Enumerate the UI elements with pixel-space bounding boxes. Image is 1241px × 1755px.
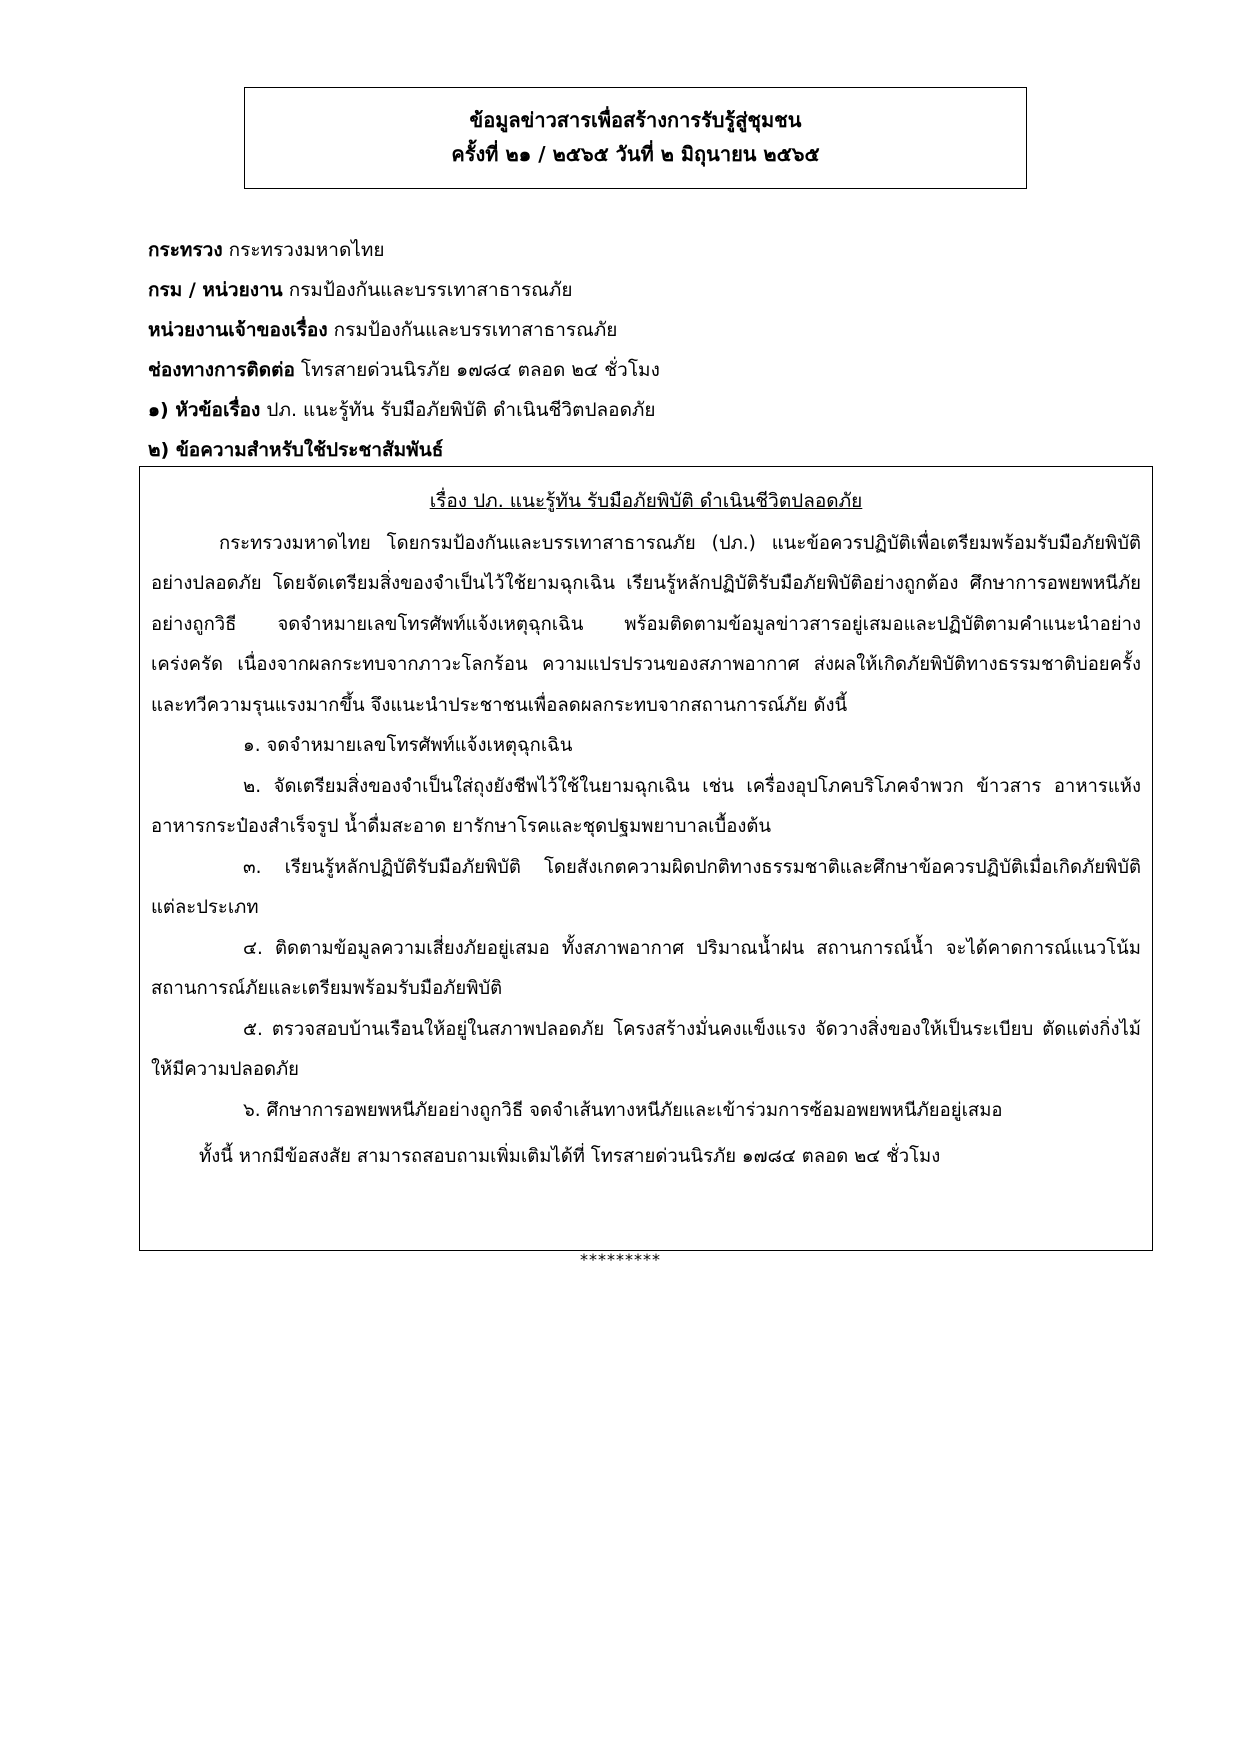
contact-row [148, 350, 1108, 390]
topic-value: ปภ. แนะรู้ทัน รับมือภัยพิบัติ ดำเนินชีวิตปลอดภัย [266, 399, 656, 421]
title-box [244, 87, 1027, 189]
list-item: ๒. จัดเตรียมสิ่งของจำเป็นใส่ถุงยังชีพไว้ใช้ในยามฉุกเฉิน เช่น เครื่องอุปโภคบริโภคจำพวก ข้าวสาร อาหารแห้ง อาหารกระป๋องสำเร็จรูป น้ำดื่มสะอาด ยารักษาโรคและชุดปฐมพยาบาลเบื้องต้น [151, 775, 1141, 837]
intro-paragraph: กระทรวงมหาดไทย โดยกรมป้องกันและบรรเทาสาธารณภัย (ปภ.) แนะข้อควรปฏิบัติเพื่อเตรียมพร้อมรับมือภัยพิบัติอย่างปลอดภัย โดยจัดเตรียมสิ่งของจำเป็นไว้ใช้ยามฉุกเฉิน เรียนรู้หลักปฏิบัติรับมือภัยพิบัติอย่างถูกต้อง ศึกษาการอพยพหนีภัยอย่างถูกวิธี จดจำหมายเลขโทรศัพท์แจ้งเหตุฉุกเฉิน พร้อมติดตามข้อมูลข่าวสารอยู่เสมอและปฏิบัติตามคำแนะนำอย่างเคร่งครัด เนื่องจากผลกระทบจากภาวะโลกร้อน ความแปรปรวนของสภาพอากาศ ส่งผลให้เกิดภัยพิบัติทางธรรมชาติบ่อยครั้งและทวีความรุนแรงมากขึ้น จึงแนะนำประชาชนเพื่อลดผลกระทบจากสถานการณ์ภัย ดังนี้ [151, 532, 1141, 716]
ministry-label: กระทรวง [148, 239, 223, 261]
list-item: ๖. ศึกษาการอพยพหนีภัยอย่างถูกวิธี จดจำเส้นทางหนีภัยและเข้าร่วมการซ้อมอพยพหนีภัยอยู่เสมอ [243, 1099, 1003, 1121]
owner-label: หน่วยงานเจ้าของเรื่อง [148, 319, 328, 341]
owner-value: กรมป้องกันและบรรเทาสาธารณภัย [333, 319, 618, 341]
department-value: กรมป้องกันและบรรเทาสาธารณภัย [288, 279, 573, 301]
list-item: ๕. ตรวจสอบบ้านเรือนให้อยู่ในสภาพปลอดภัย โครงสร้างมั่นคงแข็งแรง จัดวางสิ่งของให้เป็นระเบียบ ตัดแต่งกิ่งไม้ให้มีความปลอดภัย [151, 1018, 1141, 1080]
topic-row [148, 390, 1108, 430]
meta-section [148, 230, 1108, 470]
press-release-title: เรื่อง ปภ. แนะรู้ทัน รับมือภัยพิบัติ ดำเนินชีวิตปลอดภัย [429, 490, 863, 512]
press-release-box [139, 466, 1153, 1251]
end-separator: ********* [580, 1250, 661, 1269]
pr-label: ๒) ข้อความสำหรับใช้ประชาสัมพันธ์ [148, 439, 444, 461]
contact-label: ช่องทางการติดต่อ [148, 359, 295, 381]
topic-label: ๑) หัวข้อเรื่อง [148, 399, 261, 421]
closing-paragraph: ทั้งนี้ หากมีข้อสงสัย สามารถสอบถามเพิ่มเติมได้ที่ โทรสายด่วนนิรภัย ๑๗๘๔ ตลอด ๒๔ ชั่วโมง [199, 1146, 941, 1167]
list-item: ๓. เรียนรู้หลักปฏิบัติรับมือภัยพิบัติ โดยสังเกตความผิดปกติทางธรรมชาติและศึกษาข้อควรปฏิบัติเมื่อเกิดภัยพิบัติแต่ละประเภท [151, 856, 1141, 918]
list-item: ๔. ติดตามข้อมูลความเสี่ยงภัยอยู่เสมอ ทั้งสภาพอากาศ ปริมาณน้ำฝน สถานการณ์น้ำ จะได้คาดการณ์แนวโน้มสถานการณ์ภัยและเตรียมพร้อมรับมือภัยพิบัติ [151, 937, 1141, 999]
list-item: ๑. จดจำหมายเลขโทรศัพท์แจ้งเหตุฉุกเฉิน [243, 735, 573, 756]
department-label: กรม / หน่วยงาน [148, 279, 283, 301]
department-row [148, 270, 1108, 310]
issue-info: ครั้งที่ ๒๑ / ๒๕๖๕ วันที่ ๒ มิถุนายน ๒๕๖๕ [451, 142, 820, 166]
ministry-value: กระทรวงมหาดไทย [228, 239, 385, 261]
pr-row [148, 430, 1108, 470]
owner-row [148, 310, 1108, 350]
contact-value: โทรสายด่วนนิรภัย ๑๗๘๔ ตลอด ๒๔ ชั่วโมง [300, 359, 660, 381]
document-title: ข้อมูลข่าวสารเพื่อสร้างการรับรู้สู่ชุมชน [469, 108, 802, 132]
ministry-row [148, 230, 1108, 270]
